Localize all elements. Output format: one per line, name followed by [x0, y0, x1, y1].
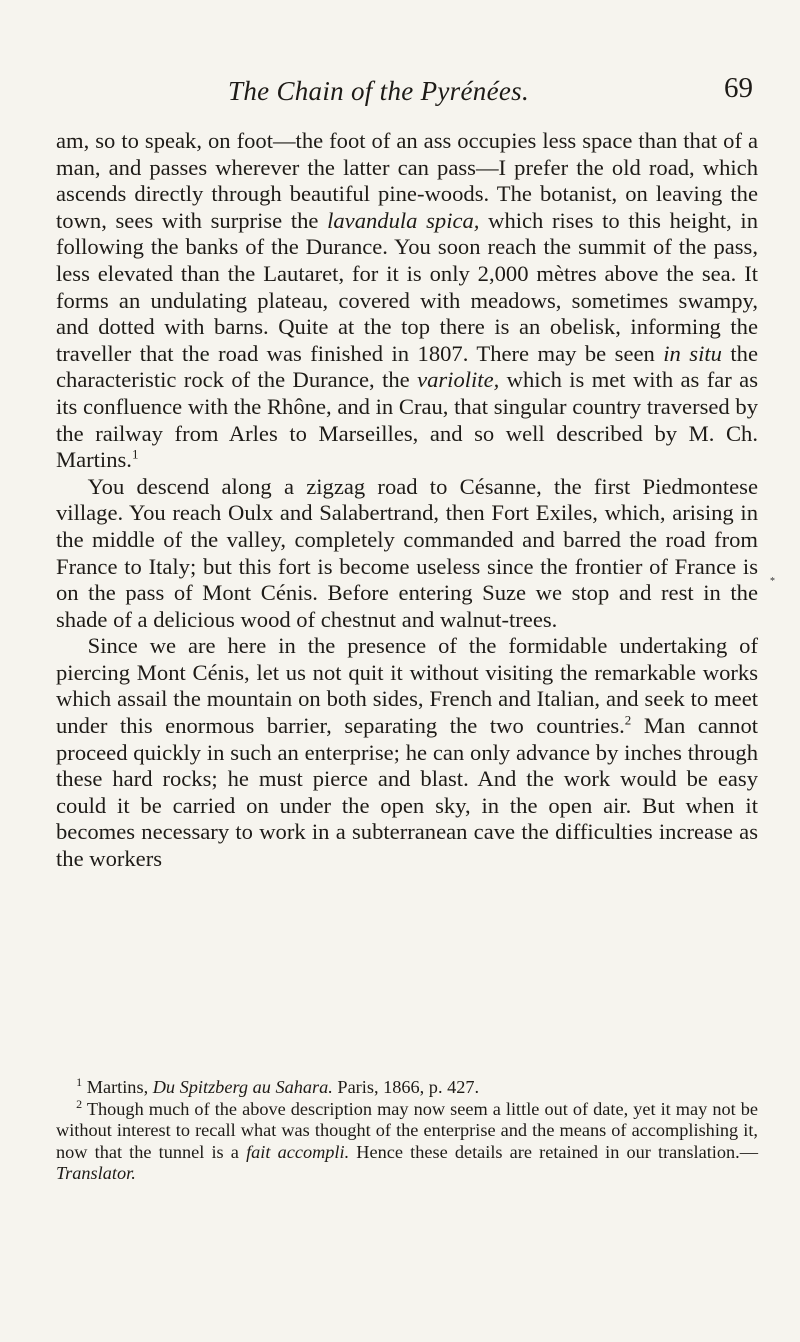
running-title: The Chain of the Pyrénées. — [228, 76, 529, 106]
footnote-2-italic-fait-accompli: fait accompli. — [246, 1141, 350, 1162]
footnote-2-mark: 2 — [76, 1096, 83, 1111]
footnote-ref-1: 1 — [131, 446, 139, 462]
paragraph-1-text-b: which rises to this height, in following the banks of the Durance. You soon reach the summit of the pass, less elevated than the Lautaret, for it is only 2,000 mètres above the sea. It forms an undulating plateau, covered with meadows, sometimes swampy, and dotted with barns. Quite at the top there is an obelisk, informing the traveller that the road was finished in 1807. There may be seen — [56, 207, 758, 366]
paragraph-3-text-b: Man cannot proceed quickly in such an enterprise; he can only advance by inches through these hard rocks; he must pierce and blast. And the work would be easy could it be carried on under the open sky, in the open air. But when it becomes necessary to work in a subterranean cave the difficulties increase as the workers — [56, 713, 759, 872]
paragraph-3 — [56, 633, 758, 872]
paragraph-2: You descend along a zigzag road to Césanne, the first Piedmontese village. You reach Oulx and Salabertrand, then Fort Exiles, which, arising in the middle of the valley, completely commanded and barred the road from France to Italy; but this fort is become useless since the frontier of France is on the pass of Mont Cénis. Before entering Suze we stop and rest in the shade of a delicious wood of chestnut and walnut-trees. — [56, 473, 758, 632]
paragraph-1-italic-lavandula: lavandula spica, — [327, 207, 480, 233]
footnote-2-italic-translator: Translator. — [56, 1163, 136, 1183]
footnote-1 — [56, 1074, 758, 1099]
footnote-2-text-b: Hence these details are retained in our translation.— — [349, 1141, 759, 1162]
footnotes — [56, 1074, 759, 1185]
paragraph-1-text-d: which is met with as far as its confluence with the Rhône, and in Crau, that singular country traversed by the railway from Arles to Marseilles, and so well described by M. Ch. Martins. — [56, 367, 758, 473]
margin-mark: * — [770, 576, 775, 587]
paragraph-1-italic-variolite: variolite, — [417, 367, 500, 393]
footnote-1-italic-title: Du Spitzberg au Sahara. — [152, 1077, 333, 1097]
page-number: 69 — [724, 72, 753, 104]
footnote-1-text-b: Paris, 1866, p. 427. — [332, 1077, 480, 1097]
body-text — [56, 128, 758, 873]
paragraph-1-text-a: am, so to speak, on foot—the foot of an ass occupies less space than that of a man, and passes wherever the latter can pass—I prefer the old road, which ascends directly through beautiful pine-woods. The botanist, on leaving the town, sees with surprise the — [56, 128, 758, 233]
footnote-1-mark: 1 — [76, 1074, 83, 1089]
footnote-2 — [56, 1096, 759, 1185]
footnote-2-text-a: Though much of the above description may now seem a little out of date, yet it may not be without interest to recall what was thought of the enterprise and the means of accomplishing it, now that the tunnel is a — [56, 1098, 758, 1162]
paragraph-3-text-a: Since we are here in the presence of the formidable undertaking of piercing Mont Cénis, let us not quit it without visiting the remarkable works which assail the mountain on both sides, French and Italian, and seek to meet under this enormous barrier, separating the two countries. — [56, 633, 758, 739]
paragraph-1-text-c: the characteristic rock of the Durance, the — [56, 340, 758, 393]
footnote-ref-2: 2 — [624, 712, 632, 728]
footnote-1-text-a: Martins, — [82, 1077, 153, 1097]
paragraph-1-italic-in-situ: in situ — [663, 340, 722, 366]
paragraph-1 — [56, 128, 758, 474]
